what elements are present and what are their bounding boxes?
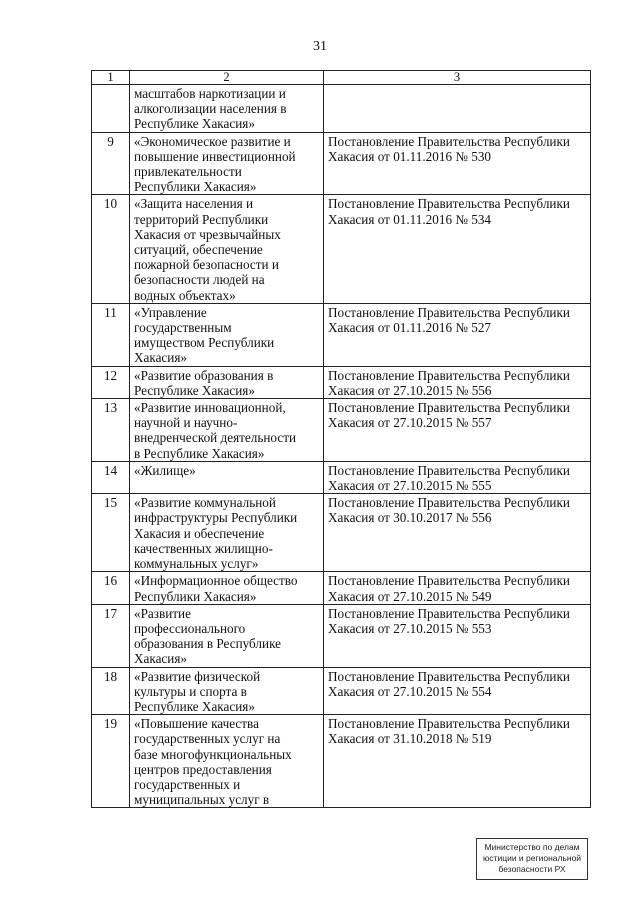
row-number-cell: 12 [92,366,130,398]
row-number-cell: 19 [92,715,130,808]
stamp-line: безопасности РХ [498,864,566,874]
program-name-cell: «Развитие физической культуры и спорта в Республике Хакасия» [130,667,324,715]
table-row [92,715,591,808]
column-header-1: 1 [92,71,130,85]
program-name-cell: «Повышение качества государственных услуг на базе многофункциональных центров предоставления государственных и муниципальных услуг в [130,715,324,808]
legal-act-cell: Постановление Правительства Республики Хакасия от 27.10.2015 № 557 [324,399,591,462]
legal-act-cell: Постановление Правительства Республики Хакасия от 31.10.2018 № 519 [324,715,591,808]
table-row [92,399,591,462]
page-number: 31 [313,39,327,54]
legal-act-cell: Постановление Правительства Республики Хакасия от 27.10.2015 № 549 [324,572,591,604]
legal-act-cell: Постановление Правительства Республики Хакасия от 27.10.2015 № 553 [324,604,591,667]
table-row [92,195,591,303]
row-number-cell [92,85,130,133]
legal-act-cell: Постановление Правительства Республики Хакасия от 30.10.2017 № 556 [324,494,591,572]
row-number-cell: 10 [92,195,130,303]
program-name-cell: «Развитие коммунальной инфраструктуры Республики Хакасия и обеспечение качественных жилищно- коммунальных услуг» [130,494,324,572]
program-name-cell: «Развитие инновационной, научной и научно- внедренческой деятельности в Республике Хакасия» [130,399,324,462]
programs-table [91,70,591,808]
program-name-cell: «Информационное общество Республики Хакасия» [130,572,324,604]
table-row [92,303,591,366]
program-name-cell: «Развитие профессионального образования в Республике Хакасия» [130,604,324,667]
table-header [92,71,591,85]
legal-act-cell: Постановление Правительства Республики Хакасия от 01.11.2016 № 530 [324,132,591,195]
stamp-line: юстиции и региональной [482,853,582,863]
table-row [92,494,591,572]
legal-act-cell: Постановление Правительства Республики Хакасия от 27.10.2015 № 555 [324,461,591,493]
legal-act-cell: Постановление Правительства Республики Хакасия от 27.10.2015 № 556 [324,366,591,398]
table-row [92,366,591,398]
row-number-cell: 17 [92,604,130,667]
column-header-2: 2 [130,71,324,85]
legal-act-cell: Постановление Правительства Республики Хакасия от 01.11.2016 № 534 [324,195,591,303]
table-row [92,604,591,667]
row-number-cell: 11 [92,303,130,366]
table-row [92,132,591,195]
program-name-cell: «Защита населения и территорий Республики Хакасия от чрезвычайных ситуаций, обеспечение пожарной безопасности и безопасности людей на водных объектах» [130,195,324,303]
program-name-cell: «Управление государственным имуществом Республики Хакасия» [130,303,324,366]
ministry-stamp [476,838,588,880]
row-number-cell: 9 [92,132,130,195]
program-name-cell: «Развитие образования в Республике Хакасия» [130,366,324,398]
legal-act-cell [324,85,591,133]
stamp-line: Министерство по делам [484,842,580,852]
table-body [92,85,591,808]
program-name-cell: масштабов наркотизации и алкоголизации населения в Республике Хакасия» [130,85,324,133]
table-row [92,572,591,604]
program-name-cell: «Экономическое развитие и повышение инвестиционной привлекательности Республики Хакасия» [130,132,324,195]
legal-act-cell: Постановление Правительства Республики Хакасия от 27.10.2015 № 554 [324,667,591,715]
row-number-cell: 16 [92,572,130,604]
table-row [92,461,591,493]
row-number-cell: 15 [92,494,130,572]
table-row [92,667,591,715]
row-number-cell: 18 [92,667,130,715]
column-header-3: 3 [324,71,591,85]
program-name-cell: «Жилище» [130,461,324,493]
row-number-cell: 14 [92,461,130,493]
table-row [92,85,591,133]
row-number-cell: 13 [92,399,130,462]
legal-act-cell: Постановление Правительства Республики Хакасия от 01.11.2016 № 527 [324,303,591,366]
